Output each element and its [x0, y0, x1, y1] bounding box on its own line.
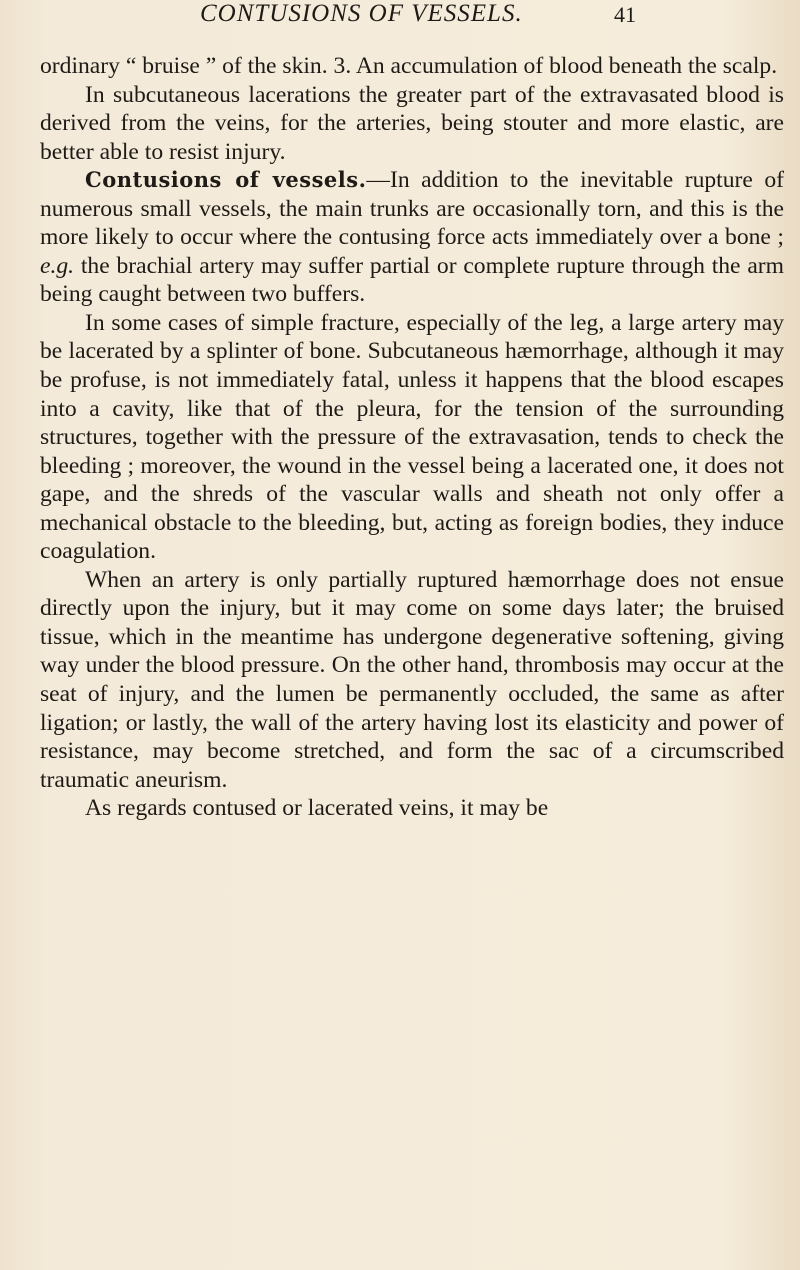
page-header: [0, 0, 800, 36]
running-head: CONTUSIONS OF VESSELS.: [200, 0, 523, 27]
paragraph-partial-rupture: When an artery is only partially ruptured hæmorrhage does not ensue directly upon the injury, but it may come on some days later; the bruised tissue, which in the meantime has undergone degenerative softening, giving way under the blood pressure. On the other hand, thrombosis may occur at the seat of injury, and the lumen be permanently occluded, the same as after ligation; or lastly, the wall of the artery having lost its elasticity and power of resistance, may become stretched, and form the sac of a circumscribed traumatic aneurism.: [40, 566, 784, 793]
paragraph-subcutaneous-lacerations: In subcutaneous lacerations the greater part of the extravasated blood is derived from the veins, for the arteries, being stouter and more elastic, are better able to resist injury.: [40, 81, 784, 165]
body-text: [40, 52, 784, 823]
page-number: 41: [614, 2, 636, 27]
section-heading: Contusions of vessels.: [85, 167, 367, 193]
italic-abbreviation: e.g.: [40, 252, 75, 279]
paragraph-veins: As regards contused or lacerated veins, it may be: [85, 795, 549, 822]
paragraph-text: —In addition to the inevitable rupture of numerous small vessels, the main trunks are occasionally torn, and this is the more likely to occur where the contusing force acts immediately over a bone ;: [40, 167, 785, 251]
paragraph-continuation: ordinary “ bruise ” of the skin. 3. An accumulation of blood beneath the scalp.: [40, 53, 778, 79]
paragraph-contusions-of-vessels: [40, 166, 784, 309]
paragraph-text: the brachial artery may suffer partial or complete rupture through the arm being caught between two buffers.: [40, 252, 784, 308]
paragraph-simple-fracture: In some cases of simple fracture, especially of the leg, a large artery may be lacerated by a splinter of bone. Subcutaneous hæmorrhage, although it may be profuse, is not immediately fatal, unless it happens that the blood escapes into a cavity, like that of the pleura, for the tension of the surrounding structures, together with the pressure of the extravasation, tends to check the bleeding ; moreover, the wound in the vessel being a lacerated one, it does not gape, and the shreds of the vascular walls and sheath not only offer a mechanical obstacle to the bleeding, but, acting as foreign bodies, they induce coagulation.: [40, 309, 784, 565]
